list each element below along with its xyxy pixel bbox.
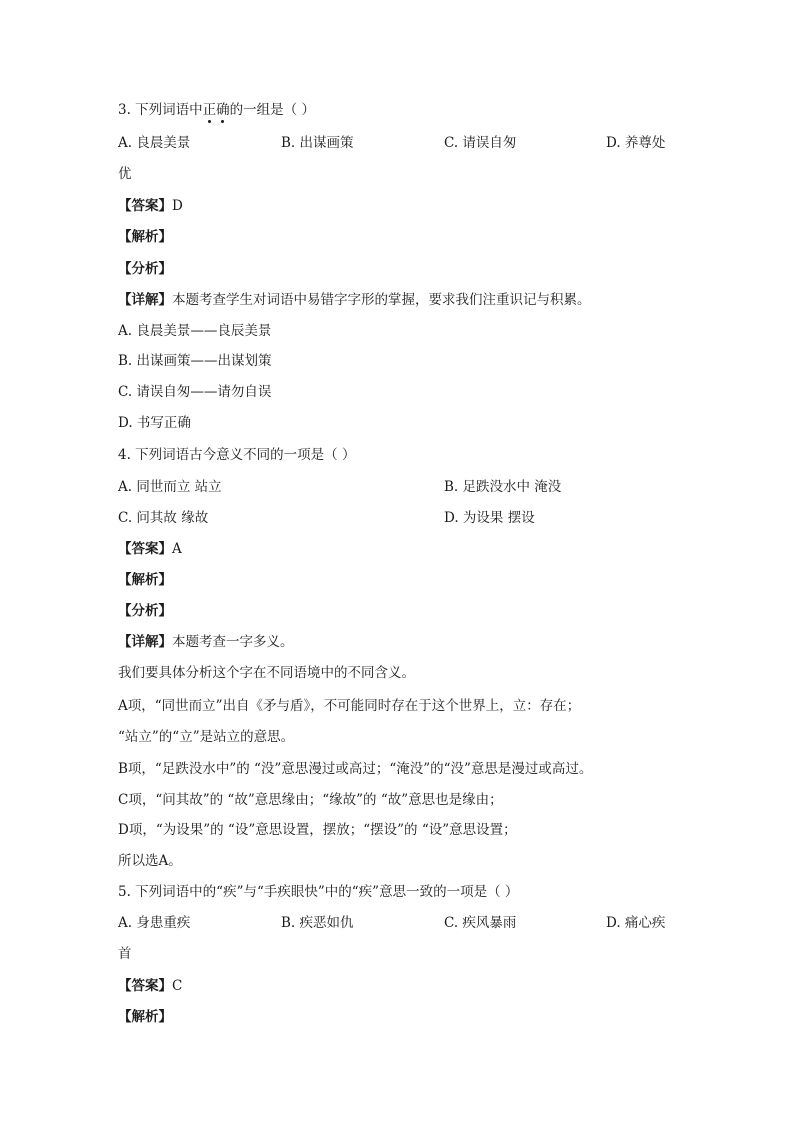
q5-option-d: D. 痛心疾 [606,915,666,931]
q5-option-b: B. 疾恶如仇 [281,915,354,931]
answer-value: D [172,198,183,214]
answer-value: A [172,541,182,557]
q4-analysis-heading: 【解析】 [118,572,172,588]
q4-option-d: D. 为设果 摆设 [444,510,535,526]
detail-text: 本题考查学生对词语中易错字字形的掌握，要求我们注重识记与积累。 [172,292,591,308]
answer-tag: 【答案】 [118,978,172,994]
q5-option-d-continued: 首 [118,946,132,962]
q3-option-d: D. 养尊处 [606,135,666,151]
q4-explain-line-6: D项，“为设果”的 “设”意思设置，摆放；“摆设”的 “设”意思设置； [118,822,517,838]
q3-explain-a: A. 良晨美景——良辰美景 [118,323,272,339]
q3-explain-c: C. 请误自匆——请勿自误 [118,384,272,400]
q5-answer [118,977,182,995]
q3-answer [118,197,183,215]
q4-explain-line-7: 所以选A。 [118,853,182,869]
q5-option-a: A. 身患重疾 [118,915,191,931]
q3-explain-b: B. 出谋画策——出谋划策 [118,353,272,369]
q3-stem-emphasis-2: 确 [216,102,230,118]
detail-tag: 【详解】 [118,292,172,308]
q3-detail [118,291,591,309]
q3-stem-emphasis-1: 正 [202,102,217,118]
detail-text: 本题考查一字多义。 [172,634,294,650]
q4-explain-line-3: “站立”的“立”是站立的意思。 [118,729,295,745]
q3-stem-text: 3. 下列词语中 [118,102,203,118]
answer-tag: 【答案】 [118,541,172,557]
detail-tag: 【详解】 [118,634,172,650]
answer-tag: 【答案】 [118,198,172,214]
q4-explain-line-4: B项，“足跌没水中”的 “没”意思漫过或高过；“淹没”的“没”意思是漫过或高过。 [118,761,593,777]
q3-analysis-heading: 【解析】 [118,229,172,245]
q3-breakdown-heading: 【分析】 [118,261,172,277]
q3-option-d-continued: 优 [118,166,132,182]
q4-option-b: B. 足跌没水中 淹没 [444,479,562,495]
q3-stem [118,101,315,119]
answer-value: C [172,978,183,994]
q4-detail [118,633,294,651]
q4-explain-line-5: C项，“问其故”的 “故”意思缘由；“缘故”的 “故”意思也是缘由； [118,792,503,808]
q4-option-c: C. 问其故 缘故 [118,510,209,526]
q3-stem-text-end: 的一组是（ ） [229,102,315,118]
q3-explain-d: D. 书写正确 [118,415,191,431]
q3-option-c: C. 请误自匆 [444,135,517,151]
q5-stem: 5. 下列词语中的“疾”与“手疾眼快”中的“疾”意思一致的一项是（ ） [118,884,519,900]
q4-explain-line-2: A项，“同世而立”出自《矛与盾》，不可能同时存在于这个世界上，立：存在； [118,698,581,714]
q4-breakdown-heading: 【分析】 [118,603,172,619]
q3-option-a: A. 良晨美景 [118,135,191,151]
q4-option-a: A. 同世而立 站立 [118,479,222,495]
q3-option-b: B. 出谋画策 [281,135,354,151]
q5-analysis-heading: 【解析】 [118,1009,172,1025]
q4-stem: 4. 下列词语古今意义不同的一项是（ ） [118,447,356,463]
q5-option-c: C. 疾风暴雨 [444,915,517,931]
q4-answer [118,540,182,558]
q4-explain-line-1: 我们要具体分析这个字在不同语境中的不同含义。 [118,665,415,681]
